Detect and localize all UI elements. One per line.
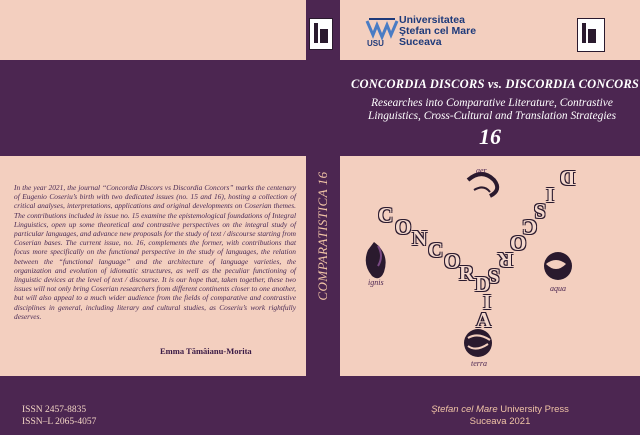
- issn-block: ISSN 2457-8835 ISSN–L 2065-4057: [22, 405, 97, 427]
- label-air: aer: [476, 166, 487, 175]
- graphic-letter: C: [428, 238, 444, 262]
- label-water: aqua: [550, 284, 566, 293]
- graphic-letter: N: [412, 226, 428, 250]
- university-abbr: USU: [367, 39, 384, 48]
- graphic-letter: A: [476, 308, 492, 332]
- graphic-letter: S: [534, 199, 546, 223]
- graphic-letter: D: [475, 272, 491, 296]
- spine-title: COMPARATISTICA 16: [315, 171, 330, 301]
- publisher-logo-icon: [577, 18, 605, 52]
- publisher-block: Ştefan cel Mare University Press Suceava 2021: [431, 404, 569, 427]
- air-swirl-icon: [468, 174, 497, 196]
- university-name: Universitatea Ştefan cel Mare Suceava: [399, 14, 477, 48]
- author-name: Emma Tămâianu-Morita: [160, 346, 252, 356]
- graphic-letter: R: [498, 248, 514, 272]
- graphic-letter: O: [444, 249, 461, 273]
- concordia-discors-graphic: [350, 160, 620, 375]
- label-fire: ignis: [368, 278, 384, 287]
- earth-icon: [464, 329, 492, 357]
- graphic-letter: S: [488, 264, 500, 288]
- elements-illustration: [350, 160, 620, 375]
- graphic-letter: O: [510, 231, 527, 255]
- graphic-letter: C: [378, 203, 394, 227]
- graphic-letter: I: [483, 290, 492, 314]
- issue-number: 16: [479, 124, 501, 149]
- back-cover-text: In the year 2021, the journal “Concordia Discors vs Discordia Concors” marks the centenary of Eugenio Coseriu’s birth with two dedicated issues (no. 15 and 16), hosting a collection of critical analyses, interpretations, applications and original developments on Coserian themes. The contributions included in issue no. 15 examine the epistemological foundations of Integral Linguistics, open up some theoretical and contrastive perspectives on the integral study of particular languages, and advance new proposals for the study of text / discourse starting from Coserian bases. The current issue, no. 16, complements the former, with contributions that focus more specifically on the functional perspective in the study of languages, the relation between the “functional language” and the architecture of language varieties, the organization and evolution of idiomatic structures, as well as the peculiar functioning of linguistic devices at the level of text / discourse. It is our hope that, taken together, these two issues will not only bring Coserian researchers from different continents closer to one another, but will also appeal to a much wider audience from the fields of comparative and contrastive disciplines in general, including literary and cultural studies, as Coseriu’s work rightfully deserves.: [14, 183, 296, 321]
- graphic-letter: O: [395, 215, 412, 239]
- graphic-letter: D: [560, 166, 576, 190]
- graphic-letter: I: [546, 183, 555, 207]
- graphic-letter: C: [522, 215, 538, 239]
- journal-title: CONCORDIA DISCORS vs. DISCORDIA CONCORS: [350, 77, 640, 91]
- fire-icon: [366, 242, 386, 278]
- graphic-letter: R: [459, 261, 475, 285]
- series-logo-icon: [309, 18, 333, 50]
- label-earth: terra: [471, 359, 487, 368]
- water-icon: [544, 252, 572, 280]
- journal-subtitle: Researches into Comparative Literature, Contrastive Linguistics, Cross-Cultural and Translation Strategies: [368, 97, 616, 122]
